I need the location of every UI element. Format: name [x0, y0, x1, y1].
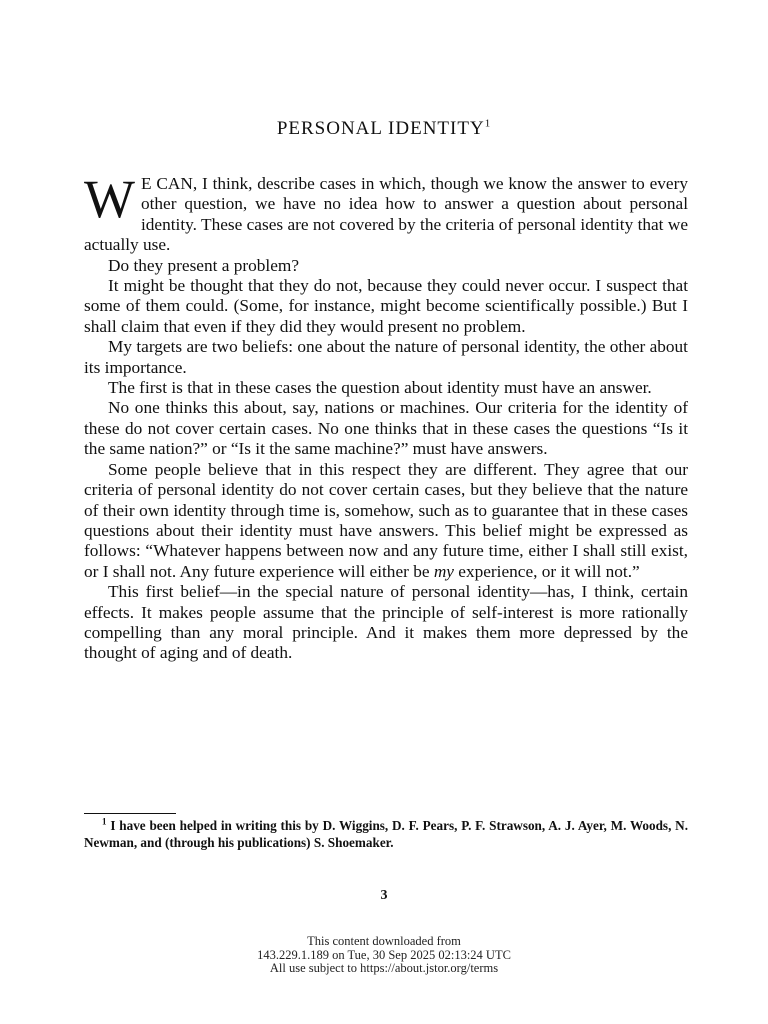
jstor-line-3: All use subject to https://about.jstor.org/terms	[269, 961, 499, 976]
paragraph-7	[84, 460, 688, 582]
footnote-marker: 1	[102, 816, 107, 827]
jstor-notice	[0, 935, 768, 976]
footnote-text-block	[84, 817, 688, 851]
body-text	[84, 169, 688, 664]
footnote-text: I have been helped in writing this by D. Wiggins, D. F. Pears, P. F. Strawson, A. J. Ayer, M. Woods, N. Newman, and (through his publications) S. Shoemaker.	[84, 818, 689, 850]
jstor-line-1: This content downloaded from	[307, 934, 461, 948]
title-footnote-marker: 1	[484, 117, 492, 130]
page-title	[0, 118, 768, 140]
jstor-line-2: 143.229.1.189 on Tue, 30 Sep 2025 02:13:24 UTC	[257, 947, 511, 962]
footnote-divider	[84, 813, 176, 814]
paragraph-3: It might be thought that they do not, because they could never occur. I suspect that some of them could. (Some, for instance, might become scientifically possible.) But I shall claim that even if they did they would present no problem.	[84, 276, 688, 336]
paragraph-2: Do they present a problem?	[108, 255, 299, 275]
drop-cap: W	[84, 169, 135, 229]
paragraph-4: My targets are two beliefs: one about the nature of personal identity, the other about its importance.	[84, 337, 688, 377]
paragraph-7-part-2: experience, or it will not.”	[453, 561, 640, 581]
paragraph-7-part-1: Some people believe that in this respect they are different. They agree that our criteria of personal identity do not cover certain cases, but they believe that the nature of their own identity through time is, somehow, such as to guarantee that in these cases questions about their identity must have answers. This belief might be expressed as follows: “Whatever happens between now and any future time, either I shall still exist, or I shall not. Any future experience will either be	[84, 459, 688, 581]
paragraph-7-emphasis: my	[433, 561, 454, 581]
title-text: PERSONAL IDENTITY	[276, 118, 485, 139]
paragraph-8: This first belief—in the special nature of personal identity—has, I think, certain effects. It makes people assume that the principle of self-interest is more rationally compelling than any moral principle. And it makes them more depressed by the thought of aging and of death.	[84, 582, 688, 663]
paragraph-5: The first is that in these cases the question about identity must have an answer.	[108, 378, 652, 398]
paragraph-1-text: E CAN, I think, describe cases in which, though we know the answer to every other question, we have no idea how to answer a question about personal identity. These cases are not covered by the criteria of personal identity that we actually use.	[84, 174, 688, 255]
page-number: 3	[380, 888, 388, 903]
paragraph-1	[84, 169, 688, 256]
paragraph-6: No one thinks this about, say, nations or machines. Our criteria for the identity of these do not cover certain cases. No one thinks that in these cases the questions “Is it the same nation?” or “Is it the same machine?” must have answers.	[84, 398, 688, 459]
footnote	[84, 817, 688, 851]
